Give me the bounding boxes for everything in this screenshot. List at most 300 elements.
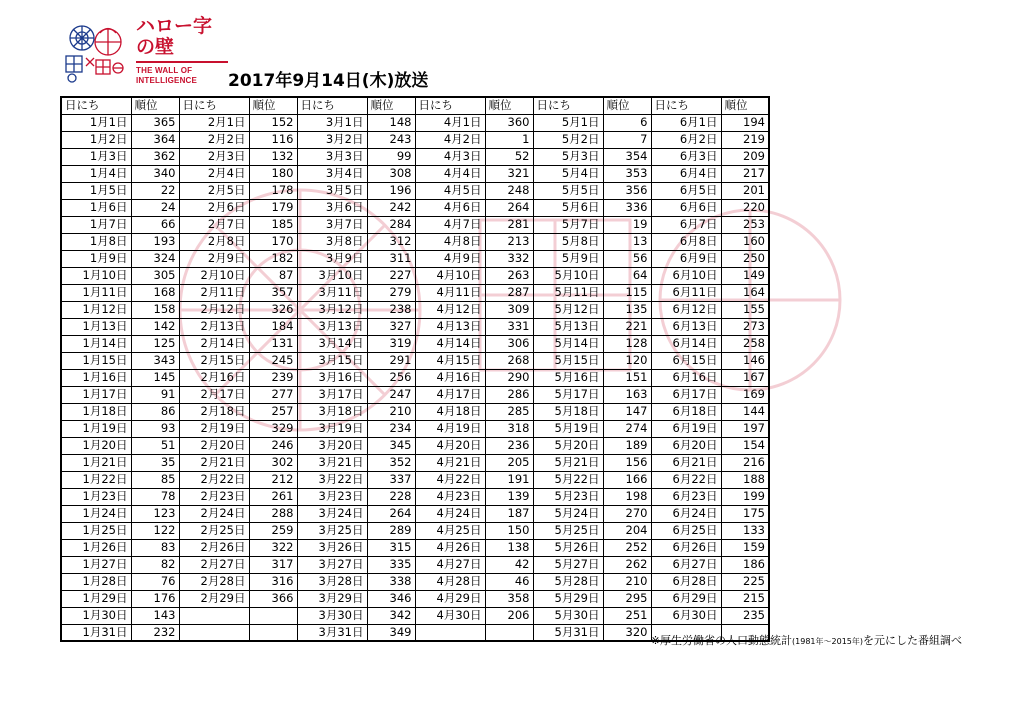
cell-rank: 175	[721, 505, 769, 522]
cell-date: 3月24日	[297, 505, 367, 522]
cell-date: 2月4日	[179, 165, 249, 182]
cell-date: 5月27日	[533, 556, 603, 573]
cell-rank: 189	[603, 437, 651, 454]
cell-rank: 99	[367, 148, 415, 165]
cell-date: 2月15日	[179, 352, 249, 369]
cell-rank: 311	[367, 250, 415, 267]
cell-date: 2月20日	[179, 437, 249, 454]
cell-rank: 332	[485, 250, 533, 267]
cell-date: 3月19日	[297, 420, 367, 437]
table-row	[61, 131, 769, 148]
header-date-5: 日にち	[533, 97, 603, 114]
cell-rank: 366	[249, 590, 297, 607]
cell-date: 6月29日	[651, 590, 721, 607]
cell-rank: 13	[603, 233, 651, 250]
footnote-before: ※厚生労働省の人口動態統計	[650, 634, 793, 647]
cell-rank: 318	[485, 420, 533, 437]
cell-date: 1月26日	[61, 539, 131, 556]
cell-rank: 326	[249, 301, 297, 318]
cell-date: 3月26日	[297, 539, 367, 556]
cell-rank: 91	[131, 386, 179, 403]
cell-date: 1月18日	[61, 403, 131, 420]
cell-rank: 210	[367, 403, 415, 420]
cell-rank: 188	[721, 471, 769, 488]
cell-rank: 235	[721, 607, 769, 624]
cell-date: 5月29日	[533, 590, 603, 607]
cell-date: 6月28日	[651, 573, 721, 590]
cell-date: 3月2日	[297, 131, 367, 148]
cell-rank: 302	[249, 454, 297, 471]
cell-date: 5月30日	[533, 607, 603, 624]
cell-date: 1月29日	[61, 590, 131, 607]
cell-rank: 337	[367, 471, 415, 488]
cell-date: 6月27日	[651, 556, 721, 573]
cell-rank: 170	[249, 233, 297, 250]
cell-date: 6月26日	[651, 539, 721, 556]
cell-date: 1月24日	[61, 505, 131, 522]
logo-text	[136, 16, 230, 86]
cell-rank: 234	[367, 420, 415, 437]
cell-rank: 166	[603, 471, 651, 488]
cell-date: 3月30日	[297, 607, 367, 624]
cell-date: 1月15日	[61, 352, 131, 369]
cell-rank: 362	[131, 148, 179, 165]
cell-rank: 262	[603, 556, 651, 573]
cell-rank: 149	[721, 267, 769, 284]
cell-date: 2月22日	[179, 471, 249, 488]
cell-date: 6月22日	[651, 471, 721, 488]
cell-rank: 145	[131, 369, 179, 386]
cell-rank: 163	[603, 386, 651, 403]
table-row	[61, 403, 769, 420]
cell-date: 6月6日	[651, 199, 721, 216]
cell-date: 2月24日	[179, 505, 249, 522]
cell-date: 4月16日	[415, 369, 485, 386]
cell-rank: 287	[485, 284, 533, 301]
cell-rank: 138	[485, 539, 533, 556]
cell-date: 3月27日	[297, 556, 367, 573]
cell-rank: 242	[367, 199, 415, 216]
cell-date: 6月4日	[651, 165, 721, 182]
cell-date: 2月13日	[179, 318, 249, 335]
cell-date: 6月19日	[651, 420, 721, 437]
cell-rank: 115	[603, 284, 651, 301]
cell-date: 1月23日	[61, 488, 131, 505]
cell-rank: 66	[131, 216, 179, 233]
header-rank-6: 順位	[721, 97, 769, 114]
table-row	[61, 335, 769, 352]
cell-rank: 215	[721, 590, 769, 607]
cell-rank: 144	[721, 403, 769, 420]
cell-date: 5月19日	[533, 420, 603, 437]
cell-rank: 128	[603, 335, 651, 352]
cell-date: 1月17日	[61, 386, 131, 403]
cell-date: 5月18日	[533, 403, 603, 420]
cell-date: 1月3日	[61, 148, 131, 165]
cell-date: 1月13日	[61, 318, 131, 335]
cell-rank: 185	[249, 216, 297, 233]
cell-date: 4月22日	[415, 471, 485, 488]
cell-rank: 142	[131, 318, 179, 335]
cell-date: 1月14日	[61, 335, 131, 352]
cell-rank: 152	[249, 114, 297, 131]
cell-date: 4月13日	[415, 318, 485, 335]
cell-date: 5月2日	[533, 131, 603, 148]
cell-date: 5月1日	[533, 114, 603, 131]
cell-rank: 290	[485, 369, 533, 386]
cell-date: 6月11日	[651, 284, 721, 301]
cell-rank: 340	[131, 165, 179, 182]
cell-date: 6月18日	[651, 403, 721, 420]
cell-date: 3月6日	[297, 199, 367, 216]
cell-rank: 206	[485, 607, 533, 624]
cell-date: 1月25日	[61, 522, 131, 539]
cell-rank: 306	[485, 335, 533, 352]
cell-rank: 352	[367, 454, 415, 471]
table-row	[61, 267, 769, 284]
cell-rank: 209	[721, 148, 769, 165]
cell-date: 1月2日	[61, 131, 131, 148]
cell-rank: 264	[367, 505, 415, 522]
cell-rank: 164	[721, 284, 769, 301]
cell-rank: 239	[249, 369, 297, 386]
cell-rank: 324	[131, 250, 179, 267]
cell-rank: 201	[721, 182, 769, 199]
cell-date: 3月21日	[297, 454, 367, 471]
cell-date: 3月31日	[297, 624, 367, 641]
cell-rank: 349	[367, 624, 415, 641]
table-head	[61, 97, 769, 114]
cell-date: 5月8日	[533, 233, 603, 250]
cell-date: 4月8日	[415, 233, 485, 250]
cell-date: 1月19日	[61, 420, 131, 437]
cell-date: 1月9日	[61, 250, 131, 267]
cell-date: 3月3日	[297, 148, 367, 165]
cell-date: 6月25日	[651, 522, 721, 539]
ranking-table-container	[60, 96, 770, 642]
cell-rank: 131	[249, 335, 297, 352]
cell-date: 2月12日	[179, 301, 249, 318]
cell-rank: 353	[603, 165, 651, 182]
table-row	[61, 573, 769, 590]
header-date-3: 日にち	[297, 97, 367, 114]
cell-rank: 261	[249, 488, 297, 505]
cell-rank: 204	[603, 522, 651, 539]
cell-date: 6月16日	[651, 369, 721, 386]
cell-date: 3月29日	[297, 590, 367, 607]
cell-date: 1月31日	[61, 624, 131, 641]
cell-rank: 180	[249, 165, 297, 182]
cell-date: 4月10日	[415, 267, 485, 284]
cell-rank: 167	[721, 369, 769, 386]
cell-rank: 199	[721, 488, 769, 505]
cell-date: 2月19日	[179, 420, 249, 437]
table-row	[61, 250, 769, 267]
cell-date: 6月24日	[651, 505, 721, 522]
cell-date: 6月30日	[651, 607, 721, 624]
cell-rank: 279	[367, 284, 415, 301]
cell-date: 6月2日	[651, 131, 721, 148]
cell-rank: 321	[485, 165, 533, 182]
cell-rank	[485, 624, 533, 641]
cell-date: 3月12日	[297, 301, 367, 318]
cell-rank: 286	[485, 386, 533, 403]
cell-rank: 148	[367, 114, 415, 131]
cell-rank: 198	[603, 488, 651, 505]
cell-rank: 289	[367, 522, 415, 539]
cell-date: 3月20日	[297, 437, 367, 454]
cell-date: 2月18日	[179, 403, 249, 420]
cell-rank: 308	[367, 165, 415, 182]
cell-date: 3月9日	[297, 250, 367, 267]
cell-rank: 76	[131, 573, 179, 590]
cell-rank: 245	[249, 352, 297, 369]
cell-date: 3月18日	[297, 403, 367, 420]
cell-date: 3月5日	[297, 182, 367, 199]
cell-rank: 191	[485, 471, 533, 488]
cell-rank: 87	[249, 267, 297, 284]
cell-date: 5月21日	[533, 454, 603, 471]
cell-rank: 316	[249, 573, 297, 590]
cell-date: 6月8日	[651, 233, 721, 250]
header-rank-4: 順位	[485, 97, 533, 114]
header-date-6: 日にち	[651, 97, 721, 114]
cell-rank: 246	[249, 437, 297, 454]
cell-date: 1月5日	[61, 182, 131, 199]
cell-date: 4月18日	[415, 403, 485, 420]
cell-date	[651, 624, 721, 641]
cell-date: 4月12日	[415, 301, 485, 318]
cell-date: 5月20日	[533, 437, 603, 454]
cell-rank: 159	[721, 539, 769, 556]
cell-rank: 176	[131, 590, 179, 607]
cell-rank: 336	[603, 199, 651, 216]
cell-rank: 116	[249, 131, 297, 148]
cell-rank: 194	[721, 114, 769, 131]
cell-rank: 273	[721, 318, 769, 335]
table-row	[61, 352, 769, 369]
cell-rank: 82	[131, 556, 179, 573]
cell-rank: 270	[603, 505, 651, 522]
cell-date: 4月20日	[415, 437, 485, 454]
cell-rank: 342	[367, 607, 415, 624]
cell-rank: 132	[249, 148, 297, 165]
cell-date: 6月10日	[651, 267, 721, 284]
cell-rank: 354	[603, 148, 651, 165]
cell-rank: 305	[131, 267, 179, 284]
cell-date: 1月6日	[61, 199, 131, 216]
cell-date: 6月21日	[651, 454, 721, 471]
cell-date: 2月3日	[179, 148, 249, 165]
table-header-row	[61, 97, 769, 114]
cell-rank: 322	[249, 539, 297, 556]
cell-rank: 259	[249, 522, 297, 539]
footnote-period: (1981年～2015年)	[792, 637, 863, 646]
cell-rank: 257	[249, 403, 297, 420]
table-row	[61, 454, 769, 471]
cell-date: 6月14日	[651, 335, 721, 352]
cell-date: 3月15日	[297, 352, 367, 369]
cell-rank: 64	[603, 267, 651, 284]
cell-date: 5月12日	[533, 301, 603, 318]
cell-rank: 264	[485, 199, 533, 216]
cell-rank: 253	[721, 216, 769, 233]
cell-date: 5月9日	[533, 250, 603, 267]
cell-date: 1月30日	[61, 607, 131, 624]
cell-rank: 143	[131, 607, 179, 624]
cell-date: 3月1日	[297, 114, 367, 131]
cell-date: 4月26日	[415, 539, 485, 556]
header-rank-5: 順位	[603, 97, 651, 114]
cell-rank: 357	[249, 284, 297, 301]
cell-rank: 212	[249, 471, 297, 488]
cell-rank: 22	[131, 182, 179, 199]
header-date-4: 日にち	[415, 97, 485, 114]
cell-rank: 216	[721, 454, 769, 471]
header-rank-1: 順位	[131, 97, 179, 114]
cell-rank: 258	[721, 335, 769, 352]
table-row	[61, 624, 769, 641]
cell-rank	[721, 624, 769, 641]
cell-rank: 6	[603, 114, 651, 131]
header-date-1: 日にち	[61, 97, 131, 114]
cell-date: 4月25日	[415, 522, 485, 539]
cell-rank: 327	[367, 318, 415, 335]
cell-date: 5月24日	[533, 505, 603, 522]
cell-date: 3月25日	[297, 522, 367, 539]
cell-date: 5月15日	[533, 352, 603, 369]
table-row	[61, 284, 769, 301]
cell-date: 6月5日	[651, 182, 721, 199]
table-row	[61, 386, 769, 403]
header-rank-3: 順位	[367, 97, 415, 114]
cell-rank: 360	[485, 114, 533, 131]
cell-date: 4月6日	[415, 199, 485, 216]
cell-date: 4月3日	[415, 148, 485, 165]
cell-date: 6月17日	[651, 386, 721, 403]
cell-rank: 236	[485, 437, 533, 454]
cell-rank: 232	[131, 624, 179, 641]
cell-date	[415, 624, 485, 641]
cell-date: 2月25日	[179, 522, 249, 539]
cell-date: 3月23日	[297, 488, 367, 505]
cell-rank: 182	[249, 250, 297, 267]
cell-date: 4月30日	[415, 607, 485, 624]
cell-rank: 248	[485, 182, 533, 199]
cell-rank: 356	[603, 182, 651, 199]
cell-date: 3月8日	[297, 233, 367, 250]
table-row	[61, 556, 769, 573]
cell-date: 1月27日	[61, 556, 131, 573]
cell-rank: 122	[131, 522, 179, 539]
cell-rank: 1	[485, 131, 533, 148]
program-logo	[60, 16, 230, 86]
cell-rank: 86	[131, 403, 179, 420]
cell-date: 3月14日	[297, 335, 367, 352]
cell-rank: 187	[485, 505, 533, 522]
cell-rank: 217	[721, 165, 769, 182]
cell-rank: 125	[131, 335, 179, 352]
cell-rank: 309	[485, 301, 533, 318]
cell-date: 6月9日	[651, 250, 721, 267]
cell-date: 2月6日	[179, 199, 249, 216]
cell-date: 3月7日	[297, 216, 367, 233]
cell-rank: 319	[367, 335, 415, 352]
cell-date: 5月31日	[533, 624, 603, 641]
cell-rank: 42	[485, 556, 533, 573]
broadcast-date-title: 2017年9月14日(木)放送	[228, 71, 429, 91]
cell-rank: 135	[603, 301, 651, 318]
cell-date: 1月22日	[61, 471, 131, 488]
cell-date: 4月14日	[415, 335, 485, 352]
cell-rank: 56	[603, 250, 651, 267]
cell-rank: 35	[131, 454, 179, 471]
cell-date: 2月10日	[179, 267, 249, 284]
cell-date: 2月17日	[179, 386, 249, 403]
cell-rank: 179	[249, 199, 297, 216]
cell-rank: 158	[131, 301, 179, 318]
cell-date: 1月16日	[61, 369, 131, 386]
cell-date: 2月8日	[179, 233, 249, 250]
cell-rank: 365	[131, 114, 179, 131]
table-row	[61, 505, 769, 522]
cell-date: 6月12日	[651, 301, 721, 318]
cell-date: 6月3日	[651, 148, 721, 165]
cell-date: 2月7日	[179, 216, 249, 233]
cell-date: 5月28日	[533, 573, 603, 590]
cell-date: 3月16日	[297, 369, 367, 386]
cell-rank: 315	[367, 539, 415, 556]
table-row	[61, 233, 769, 250]
cell-date	[179, 607, 249, 624]
cell-rank: 238	[367, 301, 415, 318]
cell-rank: 312	[367, 233, 415, 250]
cell-date: 5月6日	[533, 199, 603, 216]
cell-date: 4月1日	[415, 114, 485, 131]
table-row	[61, 437, 769, 454]
cell-date: 1月21日	[61, 454, 131, 471]
cell-rank: 268	[485, 352, 533, 369]
footnote-after: を元にした番組調べ	[863, 634, 962, 647]
cell-rank	[249, 607, 297, 624]
cell-rank: 284	[367, 216, 415, 233]
cell-rank: 250	[721, 250, 769, 267]
cell-rank: 184	[249, 318, 297, 335]
cell-rank: 205	[485, 454, 533, 471]
cell-rank: 213	[485, 233, 533, 250]
table-row	[61, 539, 769, 556]
cell-rank: 220	[721, 199, 769, 216]
cell-date: 2月11日	[179, 284, 249, 301]
cell-rank: 46	[485, 573, 533, 590]
cell-rank: 285	[485, 403, 533, 420]
cell-date: 4月23日	[415, 488, 485, 505]
logo-en-line2: INTELLIGENCE	[136, 75, 198, 85]
cell-rank: 93	[131, 420, 179, 437]
cell-date: 4月17日	[415, 386, 485, 403]
cell-date: 2月14日	[179, 335, 249, 352]
cell-rank: 154	[721, 437, 769, 454]
cell-rank: 197	[721, 420, 769, 437]
table-row	[61, 488, 769, 505]
cell-date: 2月29日	[179, 590, 249, 607]
cell-date: 6月13日	[651, 318, 721, 335]
ranking-table	[60, 96, 770, 642]
cell-date: 4月2日	[415, 131, 485, 148]
cell-date: 4月24日	[415, 505, 485, 522]
cell-date: 5月5日	[533, 182, 603, 199]
cell-date: 6月20日	[651, 437, 721, 454]
